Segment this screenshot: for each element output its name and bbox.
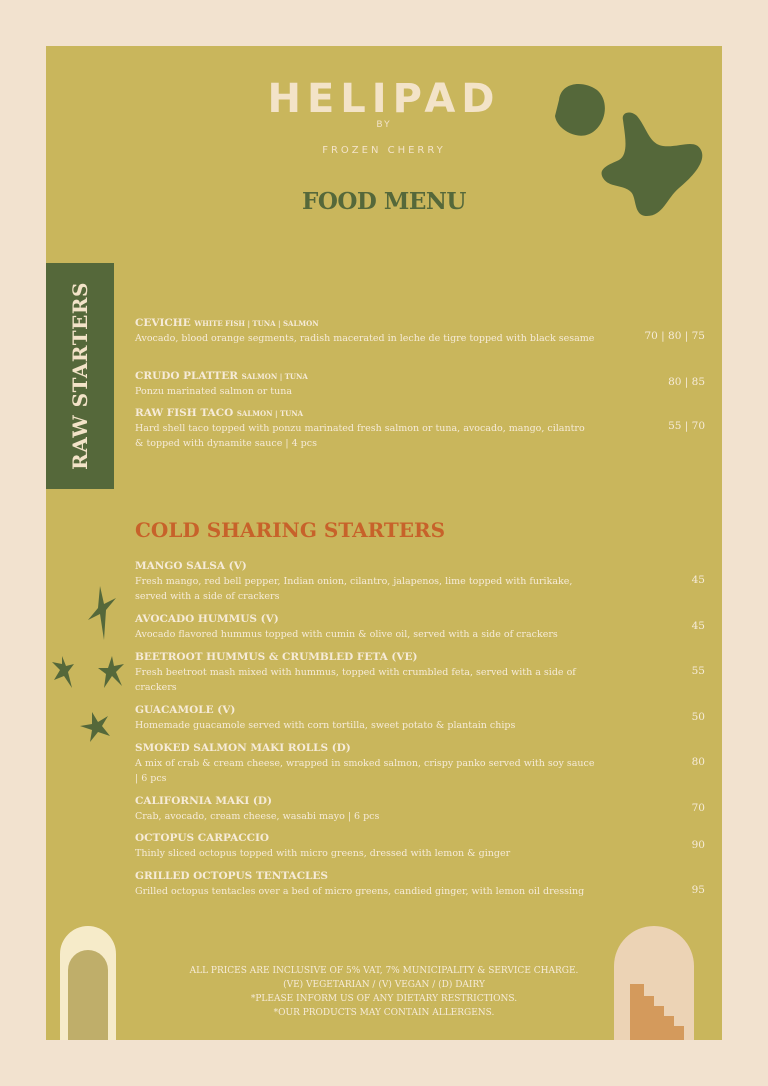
item-price: 45 bbox=[691, 620, 705, 632]
item-price: 70 bbox=[691, 802, 705, 814]
item-name: GRILLED OCTOPUS TENTACLES bbox=[135, 870, 329, 882]
item-options: SALMON | TUNA bbox=[241, 372, 308, 381]
menu-item bbox=[135, 559, 705, 604]
item-description: Homemade guacamole served with corn tortilla, sweet potato & plantain chips bbox=[135, 720, 516, 731]
item-name: AVOCADO HUMMUS (V) bbox=[135, 613, 279, 625]
item-name: BEETROOT HUMMUS & CRUMBLED FETA (VE) bbox=[135, 651, 418, 663]
menu-item bbox=[135, 741, 705, 786]
item-name: OCTOPUS CARPACCIO bbox=[135, 832, 270, 844]
item-name: CEVICHE bbox=[135, 317, 191, 329]
raw-starters-tab bbox=[46, 263, 114, 489]
menu-item bbox=[135, 794, 705, 824]
arch-decoration-icon bbox=[60, 926, 116, 1040]
menu-item bbox=[135, 406, 705, 451]
item-price: 55 | 70 bbox=[668, 420, 705, 432]
item-name: CALIFORNIA MAKI (D) bbox=[135, 795, 272, 807]
item-name-line bbox=[135, 369, 705, 384]
item-description: Grilled octopus tentacles over a bed of micro greens, candied ginger, with lemon oil dressing bbox=[135, 886, 585, 897]
stairs-arch-decoration-icon bbox=[614, 926, 694, 1040]
item-options: SALMON | TUNA bbox=[236, 409, 304, 418]
item-name: MANGO SALSA (V) bbox=[135, 560, 247, 572]
menu-item bbox=[135, 369, 705, 399]
brand-name: HELIPAD bbox=[267, 76, 501, 122]
item-description: Fresh beetroot mash mixed with hummus, topped with crumbled feta, served with a side of crackers bbox=[135, 667, 576, 693]
blob-decoration-icon bbox=[551, 80, 711, 225]
item-price: 80 bbox=[691, 756, 705, 768]
item-description: Hard shell taco topped with ponzu marinated fresh salmon or tuna, avocado, mango, cilantro & topped with dynamite sauce | 4 pcs bbox=[135, 423, 585, 449]
cold-starters-title: COLD SHARING STARTERS bbox=[135, 518, 446, 542]
item-price: 70 | 80 | 75 bbox=[644, 330, 705, 342]
star-decoration-icon bbox=[48, 584, 130, 744]
brand-subtitle: FROZEN CHERRY bbox=[322, 145, 446, 156]
menu-item bbox=[135, 831, 705, 861]
menu-item bbox=[135, 869, 705, 899]
item-name: CRUDO PLATTER bbox=[135, 370, 238, 382]
item-price: 45 bbox=[691, 574, 705, 586]
menu-card bbox=[46, 46, 722, 1040]
brand-by: BY bbox=[376, 120, 392, 130]
item-description: Avocado, blood orange segments, radish macerated in leche de tigre topped with black sesame bbox=[135, 333, 595, 344]
item-price: 80 | 85 bbox=[668, 376, 705, 388]
item-description: A mix of crab & cream cheese, wrapped in smoked salmon, crispy panko served with soy sauce | 6 pcs bbox=[135, 758, 595, 784]
item-name-line bbox=[135, 406, 705, 421]
menu-item bbox=[135, 650, 705, 695]
raw-starters-title: RAW STARTERS bbox=[68, 282, 92, 470]
item-options: WHITE FISH | TUNA | SALMON bbox=[194, 319, 319, 328]
menu-title: FOOD MENU bbox=[302, 188, 466, 215]
item-name: RAW FISH TACO bbox=[135, 407, 234, 419]
menu-item bbox=[135, 703, 705, 733]
item-description: Fresh mango, red bell pepper, Indian onion, cilantro, jalapenos, lime topped with furikake, served with a side of crackers bbox=[135, 576, 573, 602]
footer-line: *OUR PRODUCTS MAY CONTAIN ALLERGENS. bbox=[273, 1008, 495, 1018]
item-price: 50 bbox=[691, 711, 705, 723]
item-name-line bbox=[135, 316, 705, 331]
item-price: 55 bbox=[691, 665, 705, 677]
item-name: GUACAMOLE (V) bbox=[135, 704, 236, 716]
menu-item bbox=[135, 316, 705, 346]
footer-line: ALL PRICES ARE INCLUSIVE OF 5% VAT, 7% MUNICIPALITY & SERVICE CHARGE. bbox=[189, 966, 579, 976]
footer-line: (VE) VEGETARIAN / (V) VEGAN / (D) DAIRY bbox=[283, 980, 485, 990]
footer-line: *PLEASE INFORM US OF ANY DIETARY RESTRICTIONS. bbox=[250, 994, 518, 1004]
item-description: Thinly sliced octopus topped with micro greens, dressed with lemon & ginger bbox=[135, 848, 511, 859]
item-price: 95 bbox=[691, 884, 705, 896]
item-name: SMOKED SALMON MAKI ROLLS (D) bbox=[135, 742, 351, 754]
menu-item bbox=[135, 612, 705, 642]
item-description: Avocado flavored hummus topped with cumin & olive oil, served with a side of crackers bbox=[135, 629, 558, 640]
item-description: Ponzu marinated salmon or tuna bbox=[135, 386, 293, 397]
footer-notes bbox=[146, 964, 622, 1020]
item-price: 90 bbox=[691, 839, 705, 851]
item-description: Crab, avocado, cream cheese, wasabi mayo | 6 pcs bbox=[135, 811, 380, 822]
